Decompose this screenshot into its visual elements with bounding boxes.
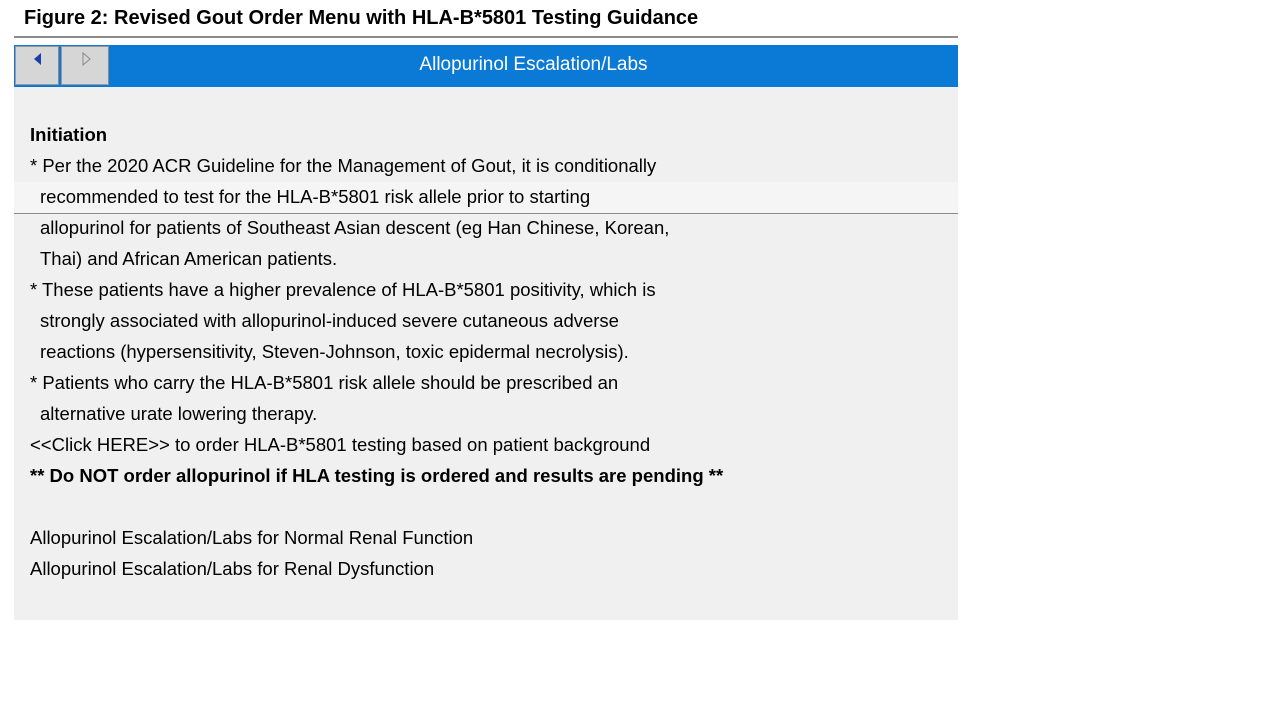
window-title: Allopurinol Escalation/Labs <box>419 54 648 75</box>
back-button[interactable] <box>15 46 59 85</box>
order-hla-testing-link[interactable]: <<Click HERE>> to order HLA-B*5801 testing based on patient background <box>30 434 651 455</box>
left-triangle-icon <box>16 47 60 86</box>
order-menu-window <box>14 45 958 620</box>
order-menu-content <box>14 87 958 620</box>
figure-title: Figure 2: Revised Gout Order Menu with HLA-B*5801 Testing Guidance <box>24 7 699 29</box>
guidance-line: * These patients have a higher prevalence of HLA-B*5801 positivity, which is <box>30 279 656 300</box>
guidance-line: Thai) and African American patients. <box>40 248 338 269</box>
guidance-line: recommended to test for the HLA-B*5801 risk allele prior to starting <box>40 186 591 207</box>
guidance-line: * Per the 2020 ACR Guideline for the Management of Gout, it is conditionally <box>30 155 657 176</box>
guidance-line: * Patients who carry the HLA-B*5801 risk allele should be prescribed an <box>30 372 619 393</box>
guidance-line: allopurinol for patients of Southeast Asian descent (eg Han Chinese, Korean, <box>40 217 670 238</box>
guidance-line: reactions (hypersensitivity, Steven-Johnson, toxic epidermal necrolysis). <box>40 341 629 362</box>
section-heading: Initiation <box>30 124 108 145</box>
title-divider <box>14 36 958 38</box>
guidance-line: alternative urate lowering therapy. <box>40 403 318 424</box>
option-normal-renal-function[interactable]: Allopurinol Escalation/Labs for Normal Renal Function <box>30 527 474 548</box>
guidance-line: strongly associated with allopurinol-induced severe cutaneous adverse <box>40 310 619 331</box>
option-renal-dysfunction[interactable]: Allopurinol Escalation/Labs for Renal Dysfunction <box>30 558 435 579</box>
window-titlebar <box>14 45 958 87</box>
forward-button[interactable] <box>61 46 109 85</box>
pending-results-warning: ** Do NOT order allopurinol if HLA testing is ordered and results are pending ** <box>30 465 724 486</box>
right-triangle-icon <box>62 47 110 86</box>
